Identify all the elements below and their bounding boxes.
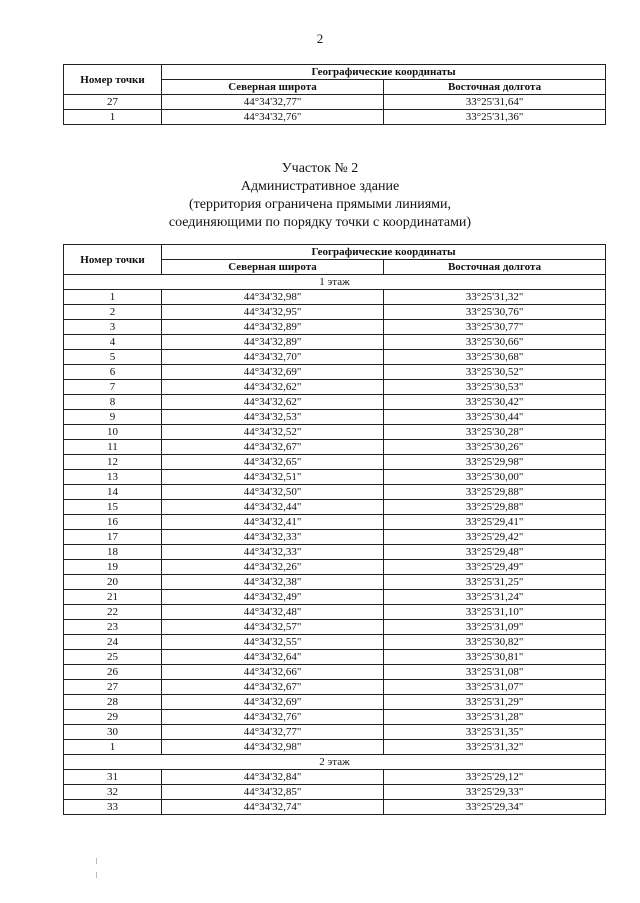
table-row — [64, 455, 606, 470]
latitude-cell: 44°34'32,76" — [162, 710, 384, 725]
point-number-cell: 20 — [64, 575, 162, 590]
latitude-cell: 44°34'32,49" — [162, 590, 384, 605]
latitude-cell: 44°34'32,50" — [162, 485, 384, 500]
latitude-cell: 44°34'32,33" — [162, 545, 384, 560]
table-row — [64, 485, 606, 500]
point-number-cell: 8 — [64, 395, 162, 410]
table-row — [64, 620, 606, 635]
table-row — [64, 350, 606, 365]
table-body — [64, 95, 606, 125]
latitude-cell: 44°34'32,84" — [162, 770, 384, 785]
table-row — [64, 650, 606, 665]
point-number-cell: 27 — [64, 95, 162, 110]
latitude-cell: 44°34'32,85" — [162, 785, 384, 800]
latitude-cell: 44°34'32,69" — [162, 365, 384, 380]
point-number-cell: 22 — [64, 605, 162, 620]
floor-label: 2 этаж — [64, 755, 606, 770]
table-row — [64, 440, 606, 455]
point-number-cell: 32 — [64, 785, 162, 800]
latitude-cell: 44°34'32,66" — [162, 665, 384, 680]
point-number-cell: 1 — [64, 110, 162, 125]
point-number-cell: 33 — [64, 800, 162, 815]
latitude-cell: 44°34'32,77" — [162, 725, 384, 740]
latitude-cell: 44°34'32,51" — [162, 470, 384, 485]
longitude-cell: 33°25'31,10" — [384, 605, 606, 620]
table-row — [64, 635, 606, 650]
floor-label-row — [64, 275, 606, 290]
point-number-cell: 11 — [64, 440, 162, 455]
table-row — [64, 590, 606, 605]
table-row — [64, 365, 606, 380]
table-row — [64, 95, 606, 110]
table-row — [64, 380, 606, 395]
latitude-cell: 44°34'32,44" — [162, 500, 384, 515]
table-row — [64, 800, 606, 815]
point-number-cell: 15 — [64, 500, 162, 515]
point-number-cell: 2 — [64, 305, 162, 320]
longitude-cell: 33°25'31,09" — [384, 620, 606, 635]
latitude-cell: 44°34'32,41" — [162, 515, 384, 530]
latitude-cell: 44°34'32,53" — [162, 410, 384, 425]
floor-label: 1 этаж — [64, 275, 606, 290]
longitude-cell: 33°25'29,42" — [384, 530, 606, 545]
point-number-cell: 1 — [64, 740, 162, 755]
header-east-longitude: Восточная долгота — [384, 80, 606, 95]
latitude-cell: 44°34'32,98" — [162, 740, 384, 755]
latitude-cell: 44°34'32,62" — [162, 380, 384, 395]
header-geo-coordinates: Географические координаты — [162, 65, 606, 80]
point-number-cell: 28 — [64, 695, 162, 710]
longitude-cell: 33°25'29,98" — [384, 455, 606, 470]
point-number-cell: 14 — [64, 485, 162, 500]
latitude-cell: 44°34'32,52" — [162, 425, 384, 440]
longitude-cell: 33°25'30,26" — [384, 440, 606, 455]
table-body — [64, 275, 606, 815]
table-row — [64, 785, 606, 800]
latitude-cell: 44°34'32,89" — [162, 320, 384, 335]
longitude-cell: 33°25'31,32" — [384, 740, 606, 755]
longitude-cell: 33°25'29,33" — [384, 785, 606, 800]
point-number-cell: 4 — [64, 335, 162, 350]
latitude-cell: 44°34'32,76" — [162, 110, 384, 125]
point-number-cell: 10 — [64, 425, 162, 440]
section-note-line-2: соединяющими по порядку точки с координатами) — [168, 215, 472, 230]
longitude-cell: 33°25'31,32" — [384, 290, 606, 305]
longitude-cell: 33°25'30,44" — [384, 410, 606, 425]
table-row — [64, 395, 606, 410]
point-number-cell: 18 — [64, 545, 162, 560]
longitude-cell: 33°25'30,53" — [384, 380, 606, 395]
coordinates-table-section-2 — [63, 244, 606, 815]
longitude-cell: 33°25'29,88" — [384, 500, 606, 515]
point-number-cell: 7 — [64, 380, 162, 395]
longitude-cell: 33°25'29,88" — [384, 485, 606, 500]
latitude-cell: 44°34'32,48" — [162, 605, 384, 620]
latitude-cell: 44°34'32,65" — [162, 455, 384, 470]
scan-mark — [96, 872, 97, 878]
longitude-cell: 33°25'30,52" — [384, 365, 606, 380]
header-north-latitude: Северная широта — [162, 80, 384, 95]
point-number-cell: 19 — [64, 560, 162, 575]
longitude-cell: 33°25'30,66" — [384, 335, 606, 350]
table-row — [64, 575, 606, 590]
point-number-cell: 26 — [64, 665, 162, 680]
table-row — [64, 110, 606, 125]
longitude-cell: 33°25'29,12" — [384, 770, 606, 785]
point-number-cell: 24 — [64, 635, 162, 650]
latitude-cell: 44°34'32,26" — [162, 560, 384, 575]
longitude-cell: 33°25'30,42" — [384, 395, 606, 410]
longitude-cell: 33°25'31,29" — [384, 695, 606, 710]
table-row — [64, 545, 606, 560]
latitude-cell: 44°34'32,95" — [162, 305, 384, 320]
header-east-longitude: Восточная долгота — [384, 260, 606, 275]
table-row — [64, 470, 606, 485]
table-row — [64, 410, 606, 425]
latitude-cell: 44°34'32,77" — [162, 95, 384, 110]
table-row — [64, 290, 606, 305]
longitude-cell: 33°25'29,41" — [384, 515, 606, 530]
latitude-cell: 44°34'32,98" — [162, 290, 384, 305]
scan-mark — [96, 858, 97, 864]
longitude-cell: 33°25'31,36" — [384, 110, 606, 125]
longitude-cell: 33°25'31,35" — [384, 725, 606, 740]
table-row — [64, 560, 606, 575]
section-subtitle: Административное здание — [240, 179, 400, 194]
latitude-cell: 44°34'32,67" — [162, 680, 384, 695]
longitude-cell: 33°25'30,68" — [384, 350, 606, 365]
longitude-cell: 33°25'29,48" — [384, 545, 606, 560]
point-number-cell: 13 — [64, 470, 162, 485]
longitude-cell: 33°25'30,81" — [384, 650, 606, 665]
point-number-cell: 3 — [64, 320, 162, 335]
longitude-cell: 33°25'31,25" — [384, 575, 606, 590]
latitude-cell: 44°34'32,69" — [162, 695, 384, 710]
point-number-cell: 1 — [64, 290, 162, 305]
section-note-line-1: (территория ограничена прямыми линиями, — [188, 197, 452, 212]
latitude-cell: 44°34'32,33" — [162, 530, 384, 545]
point-number-cell: 23 — [64, 620, 162, 635]
longitude-cell: 33°25'31,07" — [384, 680, 606, 695]
latitude-cell: 44°34'32,89" — [162, 335, 384, 350]
table-row — [64, 305, 606, 320]
floor-label-row — [64, 755, 606, 770]
point-number-cell: 29 — [64, 710, 162, 725]
table-row — [64, 320, 606, 335]
latitude-cell: 44°34'32,70" — [162, 350, 384, 365]
point-number-cell: 25 — [64, 650, 162, 665]
point-number-cell: 31 — [64, 770, 162, 785]
point-number-cell: 30 — [64, 725, 162, 740]
coordinates-table-continued — [63, 64, 606, 125]
table-row — [64, 515, 606, 530]
table-row — [64, 770, 606, 785]
longitude-cell: 33°25'31,28" — [384, 710, 606, 725]
longitude-cell: 33°25'30,76" — [384, 305, 606, 320]
table-row — [64, 725, 606, 740]
latitude-cell: 44°34'32,67" — [162, 440, 384, 455]
table-row — [64, 680, 606, 695]
table-row — [64, 335, 606, 350]
header-north-latitude: Северная широта — [162, 260, 384, 275]
latitude-cell: 44°34'32,55" — [162, 635, 384, 650]
latitude-cell: 44°34'32,74" — [162, 800, 384, 815]
point-number-cell: 21 — [64, 590, 162, 605]
latitude-cell: 44°34'32,38" — [162, 575, 384, 590]
point-number-cell: 17 — [64, 530, 162, 545]
longitude-cell: 33°25'29,34" — [384, 800, 606, 815]
section-title: Участок № 2 — [281, 161, 359, 176]
header-geo-coordinates: Географические координаты — [162, 245, 606, 260]
table-row — [64, 425, 606, 440]
section-title-block — [0, 160, 640, 232]
point-number-cell: 27 — [64, 680, 162, 695]
table-row — [64, 500, 606, 515]
longitude-cell: 33°25'29,49" — [384, 560, 606, 575]
table-row — [64, 530, 606, 545]
page-number: 2 — [316, 31, 324, 46]
point-number-cell: 5 — [64, 350, 162, 365]
table-row — [64, 605, 606, 620]
table-row — [64, 665, 606, 680]
table-row — [64, 740, 606, 755]
longitude-cell: 33°25'30,28" — [384, 425, 606, 440]
header-point-number: Номер точки — [64, 245, 162, 275]
header-point-number: Номер точки — [64, 65, 162, 95]
longitude-cell: 33°25'31,08" — [384, 665, 606, 680]
latitude-cell: 44°34'32,64" — [162, 650, 384, 665]
point-number-cell: 6 — [64, 365, 162, 380]
longitude-cell: 33°25'31,64" — [384, 95, 606, 110]
point-number-cell: 16 — [64, 515, 162, 530]
point-number-cell: 9 — [64, 410, 162, 425]
point-number-cell: 12 — [64, 455, 162, 470]
longitude-cell: 33°25'30,77" — [384, 320, 606, 335]
longitude-cell: 33°25'30,00" — [384, 470, 606, 485]
longitude-cell: 33°25'30,82" — [384, 635, 606, 650]
latitude-cell: 44°34'32,57" — [162, 620, 384, 635]
table-row — [64, 710, 606, 725]
longitude-cell: 33°25'31,24" — [384, 590, 606, 605]
table-row — [64, 695, 606, 710]
latitude-cell: 44°34'32,62" — [162, 395, 384, 410]
